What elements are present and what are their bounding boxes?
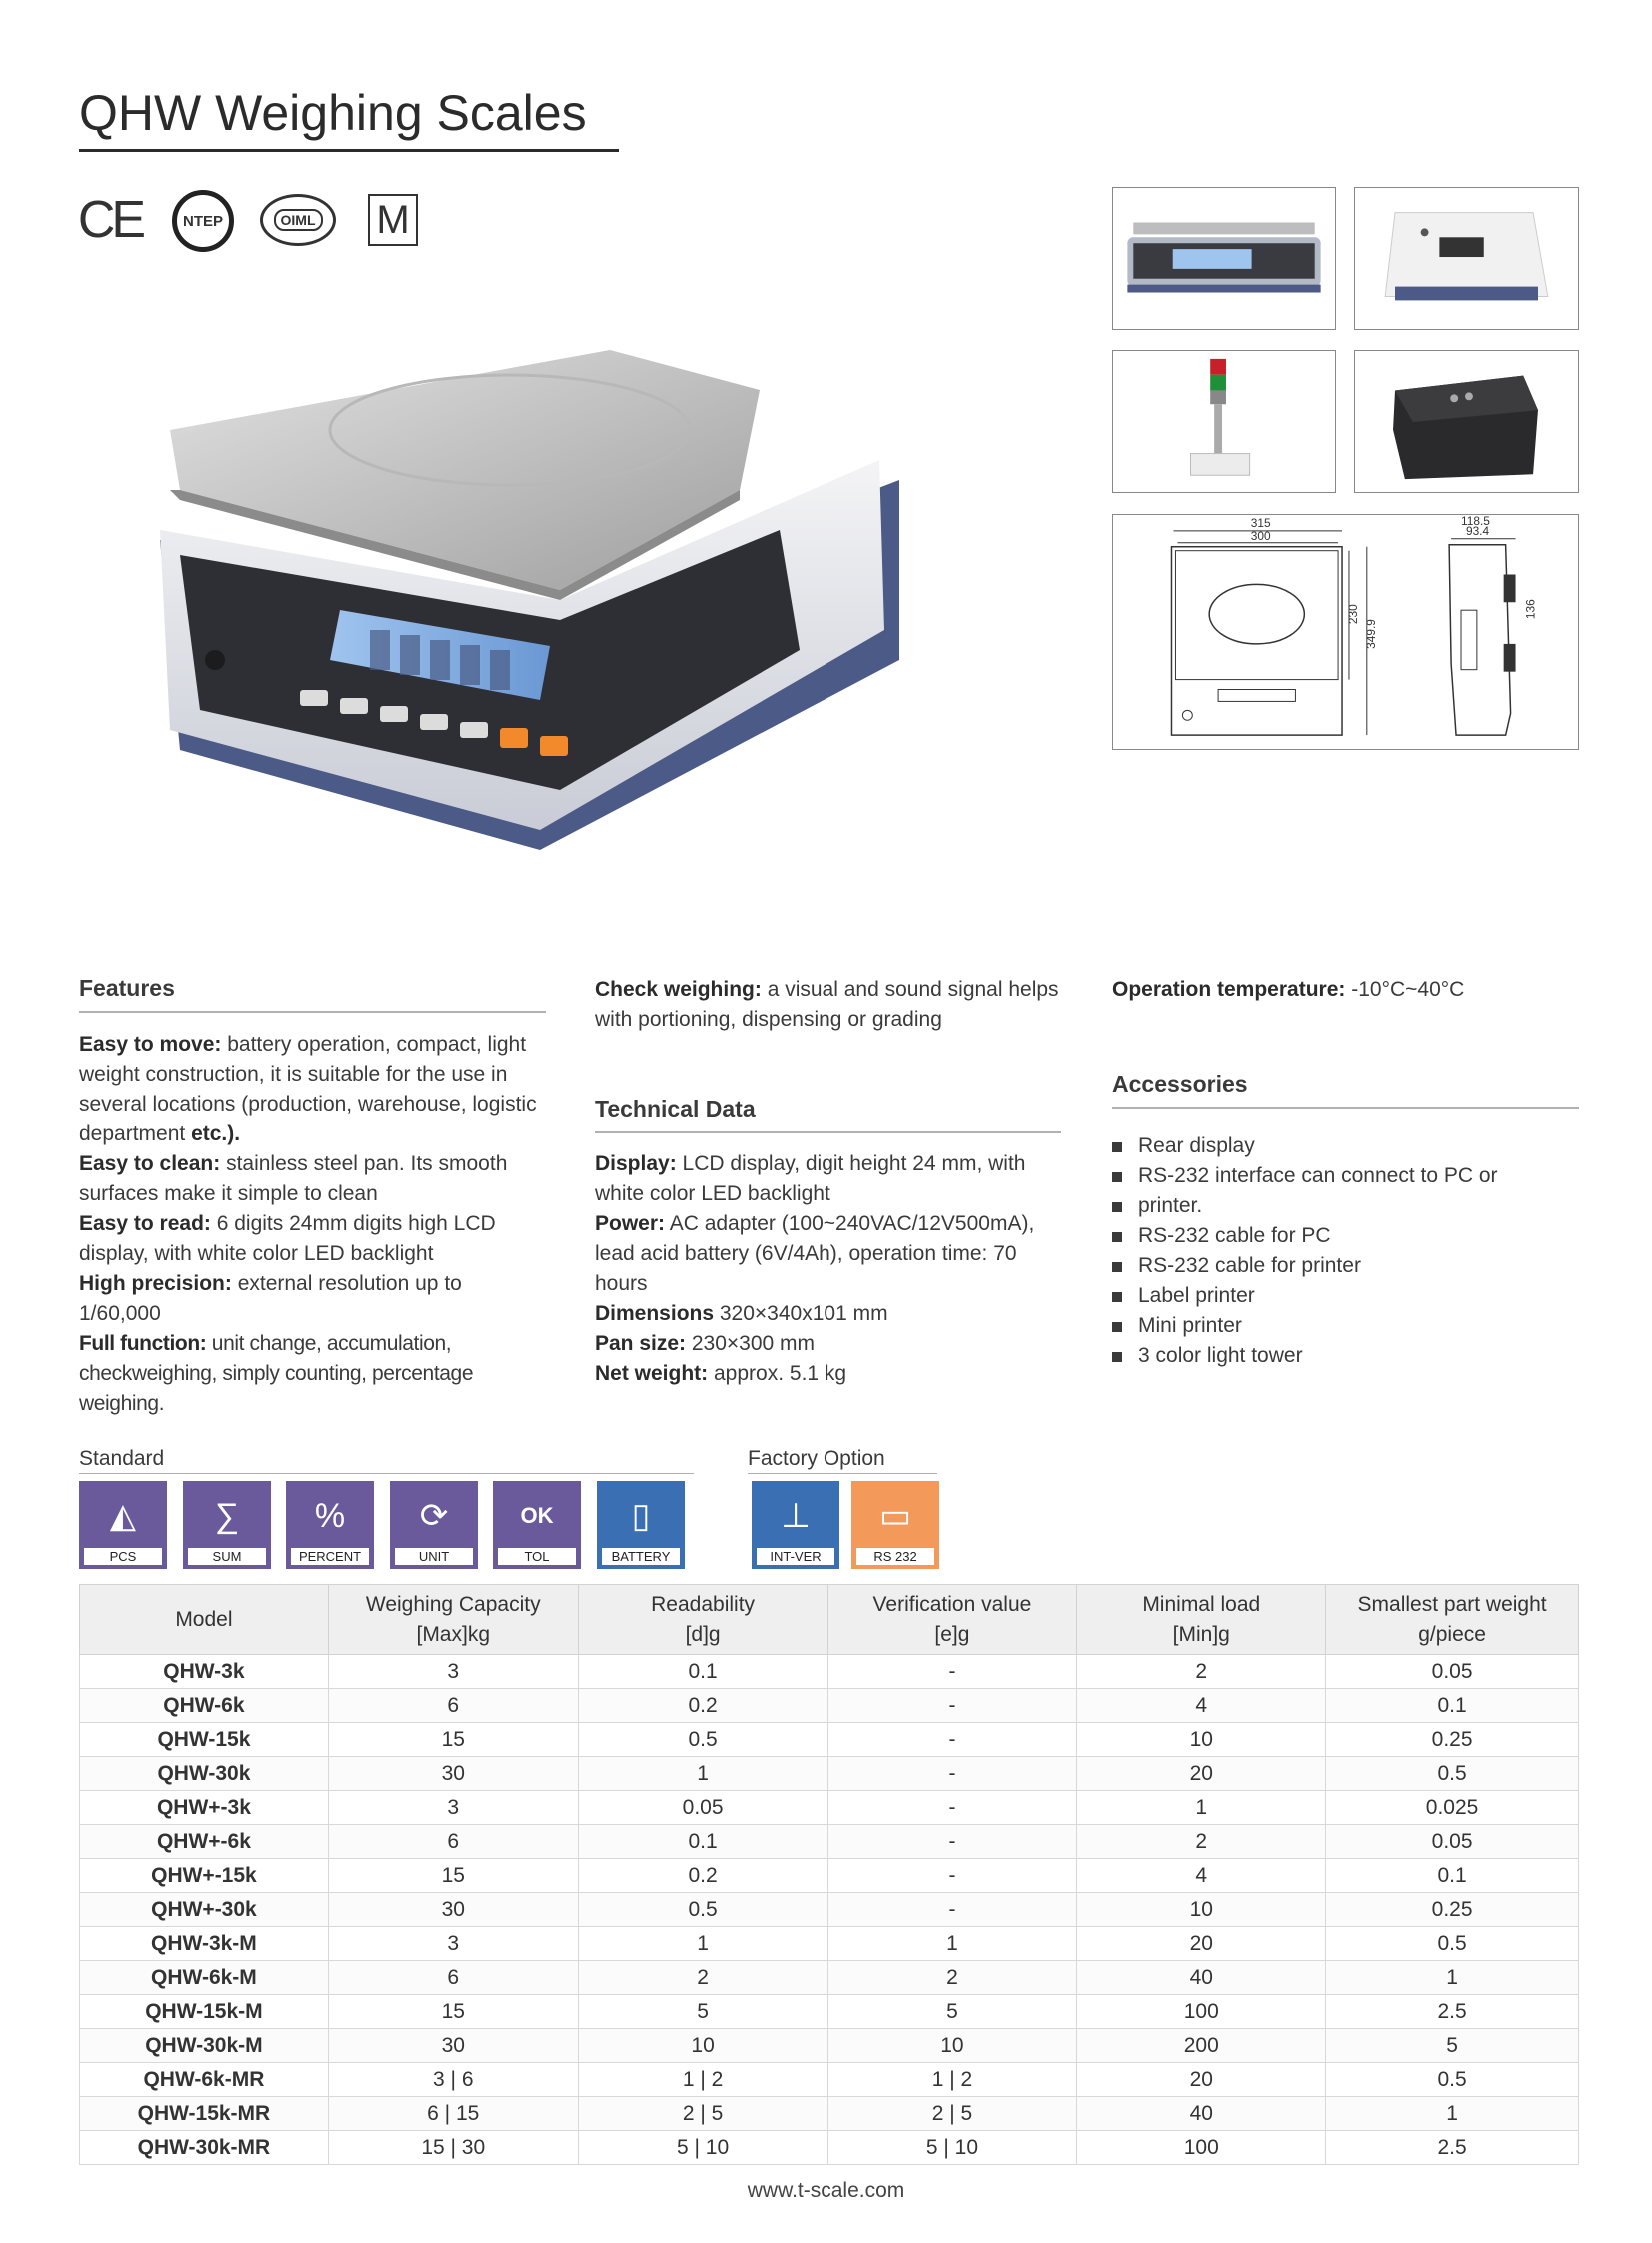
value-cell: 15 | 30 xyxy=(328,2131,578,2165)
value-cell: 5 xyxy=(578,1995,827,2029)
value-cell: - xyxy=(827,1825,1077,1859)
table-row xyxy=(80,1927,1579,1961)
table-row xyxy=(80,1893,1579,1927)
dim-300: 300 xyxy=(1250,528,1271,543)
value-cell: 0.2 xyxy=(578,1859,827,1893)
value-cell: 100 xyxy=(1077,1995,1326,2029)
table-row xyxy=(80,1825,1579,1859)
value-cell: 20 xyxy=(1077,1927,1326,1961)
value-cell: 0.5 xyxy=(1326,1757,1579,1791)
factory-option-heading: Factory Option xyxy=(748,1447,885,1470)
dimension-drawing xyxy=(1112,514,1579,750)
value-cell: 0.1 xyxy=(578,1825,827,1859)
value-cell: 0.5 xyxy=(578,1723,827,1757)
model-cell: QHW-3k-M xyxy=(80,1927,329,1961)
accessories-rule xyxy=(1112,1107,1579,1109)
value-cell: 0.1 xyxy=(578,1655,827,1689)
value-cell: 1 xyxy=(578,1927,827,1961)
value-cell: 10 xyxy=(827,2029,1077,2063)
table-row xyxy=(80,2029,1579,2063)
table-row xyxy=(80,1791,1579,1825)
value-cell: 15 xyxy=(328,1723,578,1757)
accessory-item: RS-232 cable for PC xyxy=(1112,1221,1498,1251)
table-row xyxy=(80,1723,1579,1757)
value-cell: 2 xyxy=(1077,1825,1326,1859)
value-cell: 0.05 xyxy=(578,1791,827,1825)
value-cell: 10 xyxy=(578,2029,827,2063)
value-cell: 0.5 xyxy=(1326,1927,1579,1961)
table-header-row xyxy=(80,1585,1579,1655)
col-readability: Readability [d]g xyxy=(578,1585,827,1655)
accessory-item: printer. xyxy=(1112,1191,1498,1221)
value-cell: - xyxy=(827,1689,1077,1723)
value-cell: - xyxy=(827,1723,1077,1757)
accessory-item: Label printer xyxy=(1112,1281,1498,1311)
value-cell: 0.05 xyxy=(1326,1825,1579,1859)
value-cell: 2 xyxy=(827,1961,1077,1995)
feature-easy-to-read: Easy to read: 6 digits 24mm digits high LCD display, with white color LED backlight xyxy=(79,1212,496,1265)
model-cell: QHW-30k-M xyxy=(80,2029,329,2063)
model-cell: QHW-6k-MR xyxy=(80,2063,329,2097)
value-cell: 0.5 xyxy=(1326,2063,1579,2097)
feature-easy-to-move: Easy to move: battery operation, compact, light weight construction, it is suitable for the use in several locations (production, warehouse, logistic department etc.). xyxy=(79,1033,537,1145)
battery-icon: ▯ BATTERY xyxy=(597,1481,685,1569)
percent-icon: % PERCENT xyxy=(286,1481,374,1569)
value-cell: 0.025 xyxy=(1326,1791,1579,1825)
standard-heading: Standard xyxy=(79,1447,165,1470)
rs232-icon: ▭ RS 232 xyxy=(851,1481,939,1569)
model-cell: QHW-3k xyxy=(80,1655,329,1689)
table-row xyxy=(80,2097,1579,2131)
model-cell: QHW+-15k xyxy=(80,1859,329,1893)
value-cell: 0.25 xyxy=(1326,1893,1579,1927)
value-cell: 1 | 2 xyxy=(827,2063,1077,2097)
accessories-heading: Accessories xyxy=(1112,1071,1248,1097)
feature-full-function: Full function: unit change, accumulation, checkweighing, simply counting, percentage weighing. xyxy=(79,1332,474,1415)
value-cell: 2 | 5 xyxy=(827,2097,1077,2131)
table-row xyxy=(80,1655,1579,1689)
accessory-item: 3 color light tower xyxy=(1112,1341,1498,1371)
ntep-seal: NTEP xyxy=(172,190,234,252)
value-cell: 10 xyxy=(1077,1893,1326,1927)
value-cell: - xyxy=(827,1757,1077,1791)
value-cell: 3 | 6 xyxy=(328,2063,578,2097)
tech-power: Power: AC adapter (100~240VAC/12V500mA), lead acid battery (6V/4Ah), operation time: 70 hours xyxy=(595,1212,1035,1295)
value-cell: 4 xyxy=(1077,1859,1326,1893)
value-cell: 30 xyxy=(328,1757,578,1791)
dim-93-4: 93.4 xyxy=(1465,523,1490,538)
value-cell: 1 xyxy=(1326,2097,1579,2131)
table-row xyxy=(80,1689,1579,1723)
value-cell: 40 xyxy=(1077,1961,1326,1995)
value-cell: 2.5 xyxy=(1326,2131,1579,2165)
technical-heading: Technical Data xyxy=(595,1096,756,1122)
value-cell: 0.25 xyxy=(1326,1723,1579,1757)
front-view-thumbnail xyxy=(1112,187,1336,330)
value-cell: 5 | 10 xyxy=(827,2131,1077,2165)
model-cell: QHW+-3k xyxy=(80,1791,329,1825)
operation-temperature: Operation temperature: -10°C~40°C xyxy=(1112,978,1465,1001)
value-cell: 15 xyxy=(328,1995,578,2029)
pcs-icon: ◭ PCS xyxy=(79,1481,167,1569)
feature-high-precision: High precision: external resolution up to 1/60,000 xyxy=(79,1272,462,1325)
rear-view-thumbnail xyxy=(1354,187,1579,330)
int-ver-icon: ⊥ INT-VER xyxy=(752,1481,839,1569)
value-cell: 1 xyxy=(578,1757,827,1791)
technical-rule xyxy=(595,1131,1061,1133)
dim-315: 315 xyxy=(1250,515,1271,530)
footer-url: www.t-scale.com xyxy=(747,2179,905,2202)
ce-mark: CE xyxy=(77,191,143,249)
accessories-list xyxy=(1112,1131,1498,1371)
model-cell: QHW-15k-MR xyxy=(80,2097,329,2131)
scale-product-image xyxy=(140,330,959,900)
value-cell: 5 | 10 xyxy=(578,2131,827,2165)
value-cell: 0.1 xyxy=(1326,1859,1579,1893)
tech-display: Display: LCD display, digit height 24 mm, with white color LED backlight xyxy=(595,1152,1026,1205)
model-cell: QHW-15k-M xyxy=(80,1995,329,2029)
specifications-table xyxy=(79,1584,1579,2165)
value-cell: 5 xyxy=(1326,2029,1579,2063)
unit-icon: ⟳ UNIT xyxy=(390,1481,478,1569)
metrology-mark: M xyxy=(368,194,418,246)
table-row xyxy=(80,2131,1579,2165)
tech-dimensions: Dimensions 320×340x101 mm xyxy=(595,1302,888,1325)
value-cell: 0.5 xyxy=(578,1893,827,1927)
table-body xyxy=(80,1655,1579,2165)
value-cell: 5 xyxy=(827,1995,1077,2029)
features-heading: Features xyxy=(79,975,175,1001)
value-cell: 6 xyxy=(328,1961,578,1995)
value-cell: 0.2 xyxy=(578,1689,827,1723)
model-cell: QHW+-6k xyxy=(80,1825,329,1859)
feature-easy-to-clean: Easy to clean: stainless steel pan. Its smooth surfaces make it simple to clean xyxy=(79,1152,508,1205)
value-cell: 1 xyxy=(1077,1791,1326,1825)
value-cell: 4 xyxy=(1077,1689,1326,1723)
sum-icon: ∑ SUM xyxy=(183,1481,271,1569)
model-cell: QHW-30k xyxy=(80,1757,329,1791)
technical-text xyxy=(595,1149,1064,1389)
tech-net-weight: Net weight: approx. 5.1 kg xyxy=(595,1362,847,1385)
model-cell: QHW-15k xyxy=(80,1723,329,1757)
value-cell: 1 | 2 xyxy=(578,2063,827,2097)
value-cell: 40 xyxy=(1077,2097,1326,2131)
value-cell: 20 xyxy=(1077,1757,1326,1791)
value-cell: 6 xyxy=(328,1825,578,1859)
value-cell: 15 xyxy=(328,1859,578,1893)
col-smallest-part: Smallest part weight g/piece xyxy=(1326,1585,1579,1655)
oiml-text: OIML xyxy=(274,209,323,231)
value-cell: 2 | 5 xyxy=(578,2097,827,2131)
value-cell: 3 xyxy=(328,1791,578,1825)
value-cell: 1 xyxy=(827,1927,1077,1961)
standard-rule xyxy=(79,1473,694,1474)
model-cell: QHW-6k-M xyxy=(80,1961,329,1995)
accessory-item: RS-232 cable for printer xyxy=(1112,1251,1498,1281)
dim-230: 230 xyxy=(1345,604,1360,625)
value-cell: 2 xyxy=(1077,1655,1326,1689)
features-text xyxy=(79,1030,549,1419)
model-cell: QHW-30k-MR xyxy=(80,2131,329,2165)
col-capacity: Weighing Capacity [Max]kg xyxy=(328,1585,578,1655)
value-cell: - xyxy=(827,1859,1077,1893)
value-cell: - xyxy=(827,1655,1077,1689)
col-min-load: Minimal load [Min]g xyxy=(1077,1585,1326,1655)
value-cell: 30 xyxy=(328,2029,578,2063)
value-cell: 1 xyxy=(1326,1961,1579,1995)
col-verification: Verification value [e]g xyxy=(827,1585,1077,1655)
page-title: QHW Weighing Scales xyxy=(79,85,587,141)
value-cell: 3 xyxy=(328,1927,578,1961)
model-cell: QHW+-30k xyxy=(80,1893,329,1927)
title-underline xyxy=(79,149,619,152)
check-weighing-text: Check weighing: a visual and sound signal helps with portioning, dispensing or grading xyxy=(595,978,1059,1031)
factory-rule xyxy=(748,1473,937,1474)
accessory-item: Mini printer xyxy=(1112,1311,1498,1341)
table-row xyxy=(80,2063,1579,2097)
table-row xyxy=(80,1757,1579,1791)
value-cell: 200 xyxy=(1077,2029,1326,2063)
table-row xyxy=(80,1859,1579,1893)
tol-icon: OK TOL xyxy=(493,1481,581,1569)
features-rule xyxy=(79,1011,546,1013)
value-cell: 0.05 xyxy=(1326,1655,1579,1689)
value-cell: 6 xyxy=(328,1689,578,1723)
table-row xyxy=(80,1961,1579,1995)
value-cell: 0.1 xyxy=(1326,1689,1579,1723)
value-cell: - xyxy=(827,1791,1077,1825)
oiml-mark xyxy=(260,194,336,246)
value-cell: 2 xyxy=(578,1961,827,1995)
tech-pan-size: Pan size: 230×300 mm xyxy=(595,1332,816,1355)
light-tower-thumbnail xyxy=(1112,350,1336,493)
label-printer-thumbnail xyxy=(1354,350,1579,493)
dim-118-5: 118.5 xyxy=(1461,515,1490,528)
col-model: Model xyxy=(80,1585,329,1655)
value-cell: 10 xyxy=(1077,1723,1326,1757)
value-cell: 2.5 xyxy=(1326,1995,1579,2029)
value-cell: 3 xyxy=(328,1655,578,1689)
model-cell: QHW-6k xyxy=(80,1689,329,1723)
value-cell: 100 xyxy=(1077,2131,1326,2165)
accessory-item: Rear display xyxy=(1112,1131,1498,1161)
value-cell: 6 | 15 xyxy=(328,2097,578,2131)
dim-349-9: 349.9 xyxy=(1363,619,1378,649)
value-cell: - xyxy=(827,1893,1077,1927)
value-cell: 20 xyxy=(1077,2063,1326,2097)
dim-136: 136 xyxy=(1523,599,1538,620)
table-row xyxy=(80,1995,1579,2029)
accessory-item: RS-232 interface can connect to PC or xyxy=(1112,1161,1498,1191)
value-cell: 30 xyxy=(328,1893,578,1927)
